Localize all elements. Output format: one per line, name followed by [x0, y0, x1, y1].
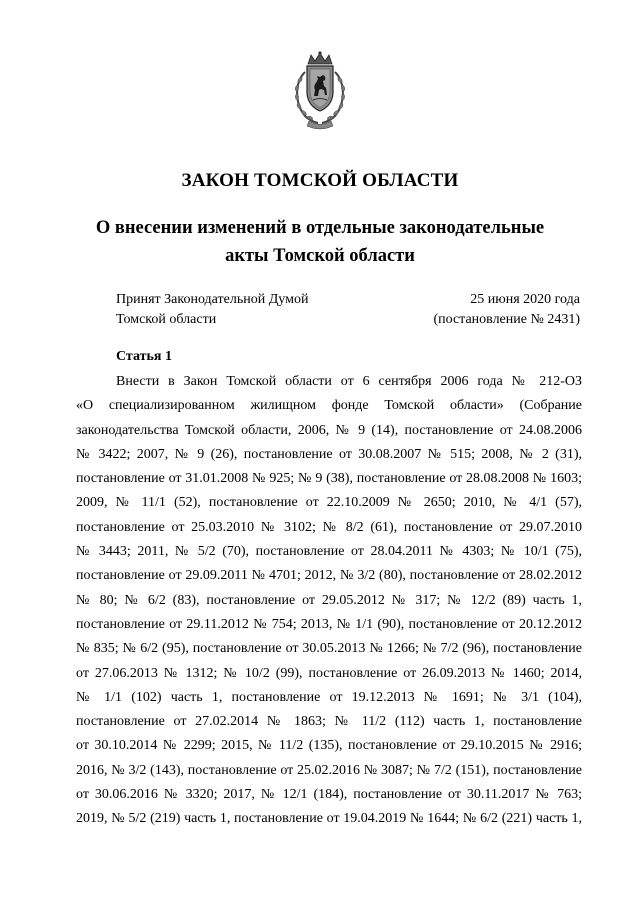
article-line: № 3422; 2007, № 9 (26), постановление от 30.08.2007 № 515; 2008, № 2 (31), [76, 446, 582, 462]
adopting-body [116, 290, 308, 330]
resolution-number: (постановление № 2431) [433, 312, 580, 327]
article-line: 2009, № 11/1 (52), постановление от 22.10.2009 № 2650; 2010, № 4/1 (57), [76, 495, 582, 511]
law-subtitle [60, 214, 580, 270]
law-subtitle-line: акты Томской области [225, 246, 415, 266]
article-line: законодательства Томской области, 2006, № 9 (14), постановление от 24.08.2006 [76, 422, 582, 438]
adoption-date-block [433, 290, 580, 330]
adopting-body-line: Принят Законодательной Думой [116, 292, 309, 307]
article-line: от 27.06.2013 № 1312; № 10/2 (99), постановление от 26.09.2013 № 1460; 2014, [76, 665, 582, 681]
article-line: от 30.06.2016 № 3320; 2017, № 12/1 (184), постановление от 30.11.2017 № 763; [76, 787, 582, 803]
tomsk-coat-of-arms-emblem [287, 50, 353, 130]
article-line: от 30.10.2014 № 2299; 2015, № 11/2 (135), постановление от 29.10.2015 № 2916; [76, 738, 582, 754]
article-line: постановление от 31.01.2008 № 925; № 9 (38), постановление от 28.08.2008 № 1603; [76, 471, 582, 487]
article-line: Внести в Закон Томской области от 6 сентября 2006 года № 212-ОЗ [116, 374, 582, 389]
article-line: «О специализированном жилищном фонде Томской области» (Собрание [76, 398, 582, 414]
article-line: 2016, № 3/2 (143), постановление от 25.02.2016 № 3087; № 7/2 (151), постановление [76, 762, 582, 778]
adopting-body-line: Томской области [116, 312, 217, 327]
article-line: № 3443; 2011, № 5/2 (70), постановление от 28.04.2011 № 4303; № 10/1 (75), [76, 544, 582, 560]
article-line: постановление от 27.02.2014 № 1863; № 11/2 (112) часть 1, постановление [76, 714, 582, 730]
law-title: ЗАКОН ТОМСКОЙ ОБЛАСТИ [181, 170, 459, 191]
article-line: № 835; № 6/2 (95), постановление от 30.05.2013 № 1266; № 7/2 (96), постановление [76, 641, 582, 657]
article-heading: Статья 1 [116, 349, 172, 364]
article-line: № 1/1 (102) часть 1, постановление от 19.12.2013 № 1691; № 3/1 (104), [76, 689, 582, 705]
article-line: постановление от 25.03.2010 № 3102; № 8/2 (61), постановление от 29.07.2010 [76, 519, 582, 535]
article-body [76, 370, 582, 832]
adoption-date: 25 июня 2020 года [470, 292, 580, 307]
article-line: № 80; № 6/2 (83), постановление от 29.05.2012 № 317; № 12/2 (89) часть 1, [76, 592, 582, 608]
article-line: постановление от 29.11.2012 № 754; 2013, № 1/1 (90), постановление от 20.12.2012 [76, 616, 582, 632]
article-line: 2019, № 5/2 (219) часть 1, постановление от 19.04.2019 № 1644; № 6/2 (221) часть 1, [76, 811, 582, 827]
law-subtitle-line: О внесении изменений в отдельные законодательные [95, 218, 545, 238]
article-line: постановление от 29.09.2011 № 4701; 2012, № 3/2 (80), постановление от 28.02.2012 [76, 568, 582, 584]
